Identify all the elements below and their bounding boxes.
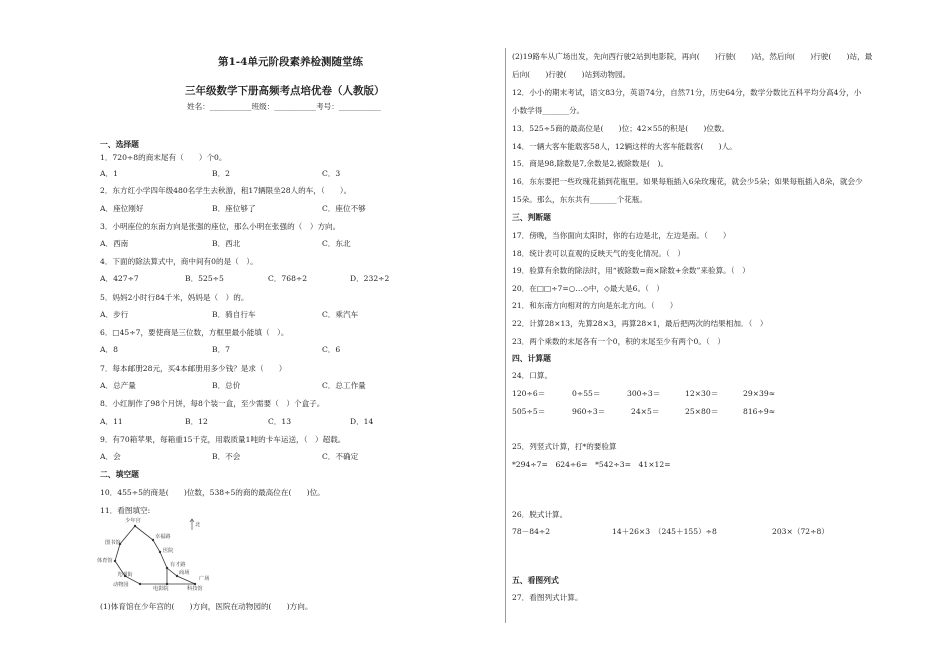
question-11: 11．看图填空: (100, 506, 151, 515)
section-fill-heading: 二、填空题 (100, 470, 139, 479)
q2-option-b: B．座位够了 (212, 204, 256, 213)
oral-calc-r2-1: 505÷5＝ (512, 407, 546, 416)
question-10: 10．455÷5的商是( )位数，538÷5的商的最高位在( )位。 (100, 488, 325, 497)
oral-calc-r1-2: 0÷55＝ (572, 389, 601, 398)
question-18: 18．统计表可以直观的反映天气的变化情况。（ ） (512, 249, 685, 258)
oral-calc-r1-4: 12×30＝ (685, 389, 719, 398)
student-info-line: 姓名：___________班级：___________考号：___________ (187, 102, 381, 111)
q26-expr-1: 78－84÷2 (512, 527, 551, 536)
question-19: 19．验算有余数的除法时，用“被除数=商×除数+余数”来验算。（ ） (512, 266, 750, 275)
question-2: 2．东方红小学四年级480名学生去秋游，租17辆限坐28人的车，（ ）。 (100, 186, 352, 195)
q6-option-b: B．7 (212, 345, 231, 354)
q6-option-a: A．8 (100, 345, 118, 354)
q8-option-d: D．14 (350, 417, 374, 426)
question-3: 3．小明座位的东南方向是张强的座位，那么小明在张强的（ ）方向。 (100, 222, 341, 231)
map-label-guangming-street: 光明街 (117, 572, 133, 578)
q5-option-b: B．骑自行车 (212, 310, 256, 319)
question-9: 9．有70箱苹果，每箱重15千克，用载质量1吨的卡车运送，（ ）超载。 (100, 435, 346, 444)
question-16-line1: 16．东东要把一些玫瑰花插到花瓶里。如果每瓶插入6朵玫瑰花，就会少5朵；如果每瓶插入8朵，就会少 (512, 177, 863, 186)
question-6: 6．□45÷7，要使商是三位数，方框里最小能填（ ）。 (100, 328, 289, 337)
question-13: 13．525÷5商的最高位是( )位；42×55的积是( )位数。 (512, 124, 730, 133)
section-judge-heading: 三、判断题 (512, 213, 551, 222)
q5-option-c: C．乘汽车 (322, 310, 359, 319)
oral-calc-r1-1: 120÷6＝ (512, 389, 546, 398)
oral-calc-r2-3: 24×5＝ (631, 407, 660, 416)
q2-option-c: C．座位不够 (322, 204, 366, 213)
question-12-line1: 12．小小的期末考试，语文83分，英语74分，自然71分，历史64分，数学分数比五科平均分高4分，小 (512, 88, 862, 97)
question-23: 23．两个乘数的末尾各有一个0，积的末尾至少有两个0。（ ） (512, 337, 725, 346)
q7-option-c: C．总工作量 (322, 381, 366, 390)
oral-calc-r2-5: 816÷9≈ (743, 407, 776, 416)
q9-option-b: B．不会 (212, 452, 241, 461)
exam-subtitle: 三年级数学下册高频考点培优卷（人教版） (185, 85, 385, 97)
q3-option-c: C．东北 (322, 239, 351, 248)
question-22: 22．计算28×13，先算28×3，再算28×1，最后把两次的结果相加．（ ） (512, 319, 768, 328)
map-label-stadium: 体育馆 (97, 558, 113, 564)
oral-calc-r2-4: 25×80＝ (685, 407, 719, 416)
map-label-library: 图书馆 (105, 540, 121, 546)
section-calc-heading: 四、计算题 (512, 354, 551, 363)
question-8: 8．小红制作了98个月饼，每8个装一盒，至少需要（ ）个盒子。 (100, 399, 325, 408)
map-label-youcai-road: 有才路 (170, 562, 186, 568)
q6-option-c: C．6 (322, 345, 341, 354)
question-21: 21．和东南方向相对的方向是东北方向。（ ） (512, 301, 678, 310)
question-16-line2: 15朵。那么，东东共有_______个花瓶。 (512, 195, 647, 204)
map-north-label: 北 (195, 522, 201, 528)
map-label-cinema: 电影院 (153, 586, 169, 592)
question-15: 15．商是98,除数是7,余数是2,被除数是( )。 (512, 159, 669, 168)
q4-option-b: B．525÷5 (185, 274, 224, 283)
q4-option-a: A．427÷7 (100, 274, 139, 283)
q1-option-b: B．2 (212, 169, 231, 178)
question-11-part-1: (1)体育馆在少年宫的( )方向，医院在动物园的( )方向。 (100, 602, 313, 611)
question-4: 4．下面的除法算式中，商中间有0的是（ ）。 (100, 257, 258, 266)
q26-expr-3: 203×（72÷8） (772, 527, 829, 536)
q7-option-a: A．总产量 (100, 381, 136, 390)
route-map-figure (95, 516, 235, 592)
question-17: 17．傍晚，当你面向太阳时，你的右边是北，左边是南。（ ） (512, 231, 731, 240)
q9-option-c: C．不确定 (322, 452, 359, 461)
question-14: 14．一辆大客车能载客58人，12辆这样的大客车能载客( )人。 (512, 142, 737, 151)
oral-calc-r1-3: 300÷3＝ (627, 389, 661, 398)
question-24: 24．口算。 (512, 371, 553, 380)
exam-title: 第1-4单元阶段素养检测随堂练 (218, 56, 363, 68)
question-25-expressions: *294÷7= 624÷6= *542÷3= 41×12= (512, 460, 671, 469)
q9-option-a: A．会 (100, 452, 121, 461)
question-5: 5．妈妈2小时行84千米，妈妈是（ ）的。 (100, 293, 249, 302)
map-label-xingfu-road: 幸福路 (155, 534, 171, 540)
q3-option-b: B．西北 (212, 239, 241, 248)
q8-option-b: B．12 (185, 417, 208, 426)
section-picture-heading: 五、看图列式 (512, 576, 559, 585)
section-choice-heading: 一、选择题 (100, 140, 139, 149)
map-label-science-museum: 科技馆 (187, 586, 203, 592)
column-divider (505, 48, 506, 623)
q7-option-b: B．总价 (212, 381, 241, 390)
map-label-hospital: 医院 (163, 548, 174, 554)
q8-option-a: A．11 (100, 417, 123, 426)
question-1: 1．720÷8的商末尾有（ ）个0。 (100, 153, 227, 162)
map-label-zoo: 动物园 (113, 582, 129, 588)
question-12-line2: 小数学得_______分。 (512, 106, 585, 115)
question-27: 27．看图列式计算。 (512, 593, 583, 602)
oral-calc-r1-5: 29×39≈ (743, 389, 776, 398)
q26-expr-2: 14＋26×3 （245＋155）÷8 (612, 527, 717, 536)
q2-option-a: A．座位刚好 (100, 204, 144, 213)
route-map-lines (95, 516, 235, 592)
question-11-part-2-line2: 后向( )行驶( )站到动物园。 (512, 70, 631, 79)
q4-option-c: C．768÷2 (268, 274, 308, 283)
question-25: 25．列竖式计算，打*的要验算 (512, 442, 617, 451)
question-11-part-2-line1: (2)19路车从广场出发，先向西行驶2站到电影院，再向( )行驶( )站，然后向( )行驶( )站，最 (512, 52, 873, 61)
q1-option-a: A．1 (100, 169, 118, 178)
q8-option-c: C．13 (268, 417, 292, 426)
q3-option-a: A．西南 (100, 239, 129, 248)
q4-option-d: D．232÷2 (350, 274, 390, 283)
question-7: 7．每本邮册28元，买4本邮册用多少钱？是求（ ） (100, 364, 287, 373)
oral-calc-r2-2: 960÷3＝ (572, 407, 606, 416)
question-26: 26．脱式计算。 (512, 510, 568, 519)
map-label-square: 广场 (199, 576, 210, 582)
map-label-youth-palace: 少年宫 (125, 518, 141, 524)
q5-option-a: A．步行 (100, 310, 129, 319)
map-label-mall: 商场 (179, 570, 190, 576)
question-20: 20．在□□÷7=○…◇中，◇最大是6。（ ） (512, 284, 665, 293)
q1-option-c: C．3 (322, 169, 341, 178)
